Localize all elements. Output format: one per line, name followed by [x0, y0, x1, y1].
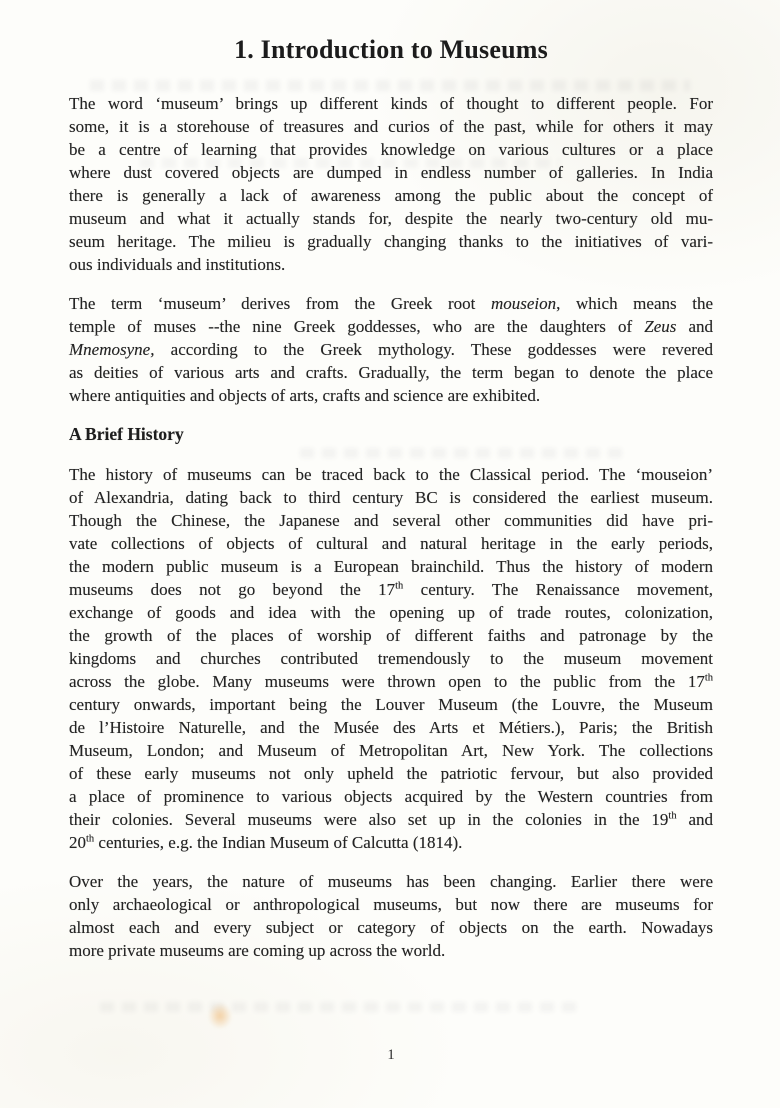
text-line: century onwards, important being the Louver Museum (the Louvre, the Museum [69, 695, 713, 714]
text-line: the modern public museum is a European brainchild. Thus the history of modern [69, 557, 713, 576]
text-line: kingdoms and churches contributed tremendously to the museum movement [69, 649, 713, 668]
text-line: their colonies. Several museums were also set up in the colonies in the 19th and [69, 810, 714, 829]
text-line: 20th centuries, e.g. the Indian Museum of Calcutta (1814). [69, 833, 463, 852]
page-number: 1 [387, 1047, 395, 1063]
text-line: museums does not go beyond the 17th century. The Renaissance movement, [69, 580, 714, 599]
text-line: temple of muses --the nine Greek goddesses, who are the daughters of Zeus and [69, 317, 714, 336]
text-line: be a centre of learning that provides knowledge on various cultures or a place [69, 140, 713, 159]
text-line: seum heritage. The milieu is gradually changing thanks to the initiatives of vari- [69, 232, 713, 251]
paragraph-evolution [69, 870, 713, 962]
paragraph-intro [69, 92, 713, 276]
text-line: The term ‘museum’ derives from the Greek root mouseion, which means the [69, 294, 713, 313]
chapter-title: 1. Introduction to Museums [234, 35, 548, 64]
showthrough-smudge [100, 1002, 580, 1012]
text-line: de l’Histoire Naturelle, and the Musée des Arts et Métiers.), Paris; the British [69, 718, 713, 737]
text-block [69, 34, 713, 978]
text-line: Over the years, the nature of museums has been changing. Earlier there were [69, 872, 713, 891]
text-line: The history of museums can be traced back to the Classical period. The ‘mouseion’ [69, 465, 713, 484]
text-line: where dust covered objects are dumped in endless number of galleries. In India [69, 163, 713, 182]
text-line: the growth of the places of worship of different faiths and patronage by the [69, 626, 713, 645]
text-line: ous individuals and institutions. [69, 255, 286, 274]
text-line: a place of prominence to various objects acquired by the Western countries from [69, 787, 713, 806]
text-line: of Alexandria, dating back to third century BC is considered the earliest museum. [69, 488, 713, 507]
text-line: The word ‘museum’ brings up different kinds of thought to different people. For [69, 94, 713, 113]
text-line: vate collections of objects of cultural and natural heritage in the early periods, [69, 534, 713, 553]
text-line: of these early museums not only upheld the patriotic fervour, but also provided [69, 764, 713, 783]
text-line: some, it is a storehouse of treasures and curios of the past, while for others it may [69, 117, 713, 136]
text-line: more private museums are coming up across the world. [69, 941, 446, 960]
text-line: exchange of goods and idea with the opening up of trade routes, colonization, [69, 603, 713, 622]
text-line: almost each and every subject or category of objects on the earth. Nowadays [69, 918, 713, 937]
paper-stain [208, 1003, 232, 1029]
text-line: only archaeological or anthropological museums, but now there are museums for [69, 895, 713, 914]
text-line: Museum, London; and Museum of Metropolitan Art, New York. The collections [69, 741, 713, 760]
text-line: Mnemosyne, according to the Greek mythology. These goddesses were revered [69, 340, 713, 359]
text-line: Though the Chinese, the Japanese and several other communities did have pri- [69, 511, 713, 530]
text-line: museum and what it actually stands for, despite the nearly two-century old mu- [69, 209, 713, 228]
paragraph-etymology [69, 292, 713, 407]
text-line: where antiquities and objects of arts, crafts and science are exhibited. [69, 386, 541, 405]
text-line: across the globe. Many museums were thrown open to the public from the 17th [69, 672, 713, 691]
text-line: as deities of various arts and crafts. Gradually, the term began to denote the place [69, 363, 713, 382]
paragraph-history [69, 463, 713, 854]
section-heading: A Brief History [69, 424, 184, 444]
text-line: there is generally a lack of awareness among the public about the concept of [69, 186, 713, 205]
